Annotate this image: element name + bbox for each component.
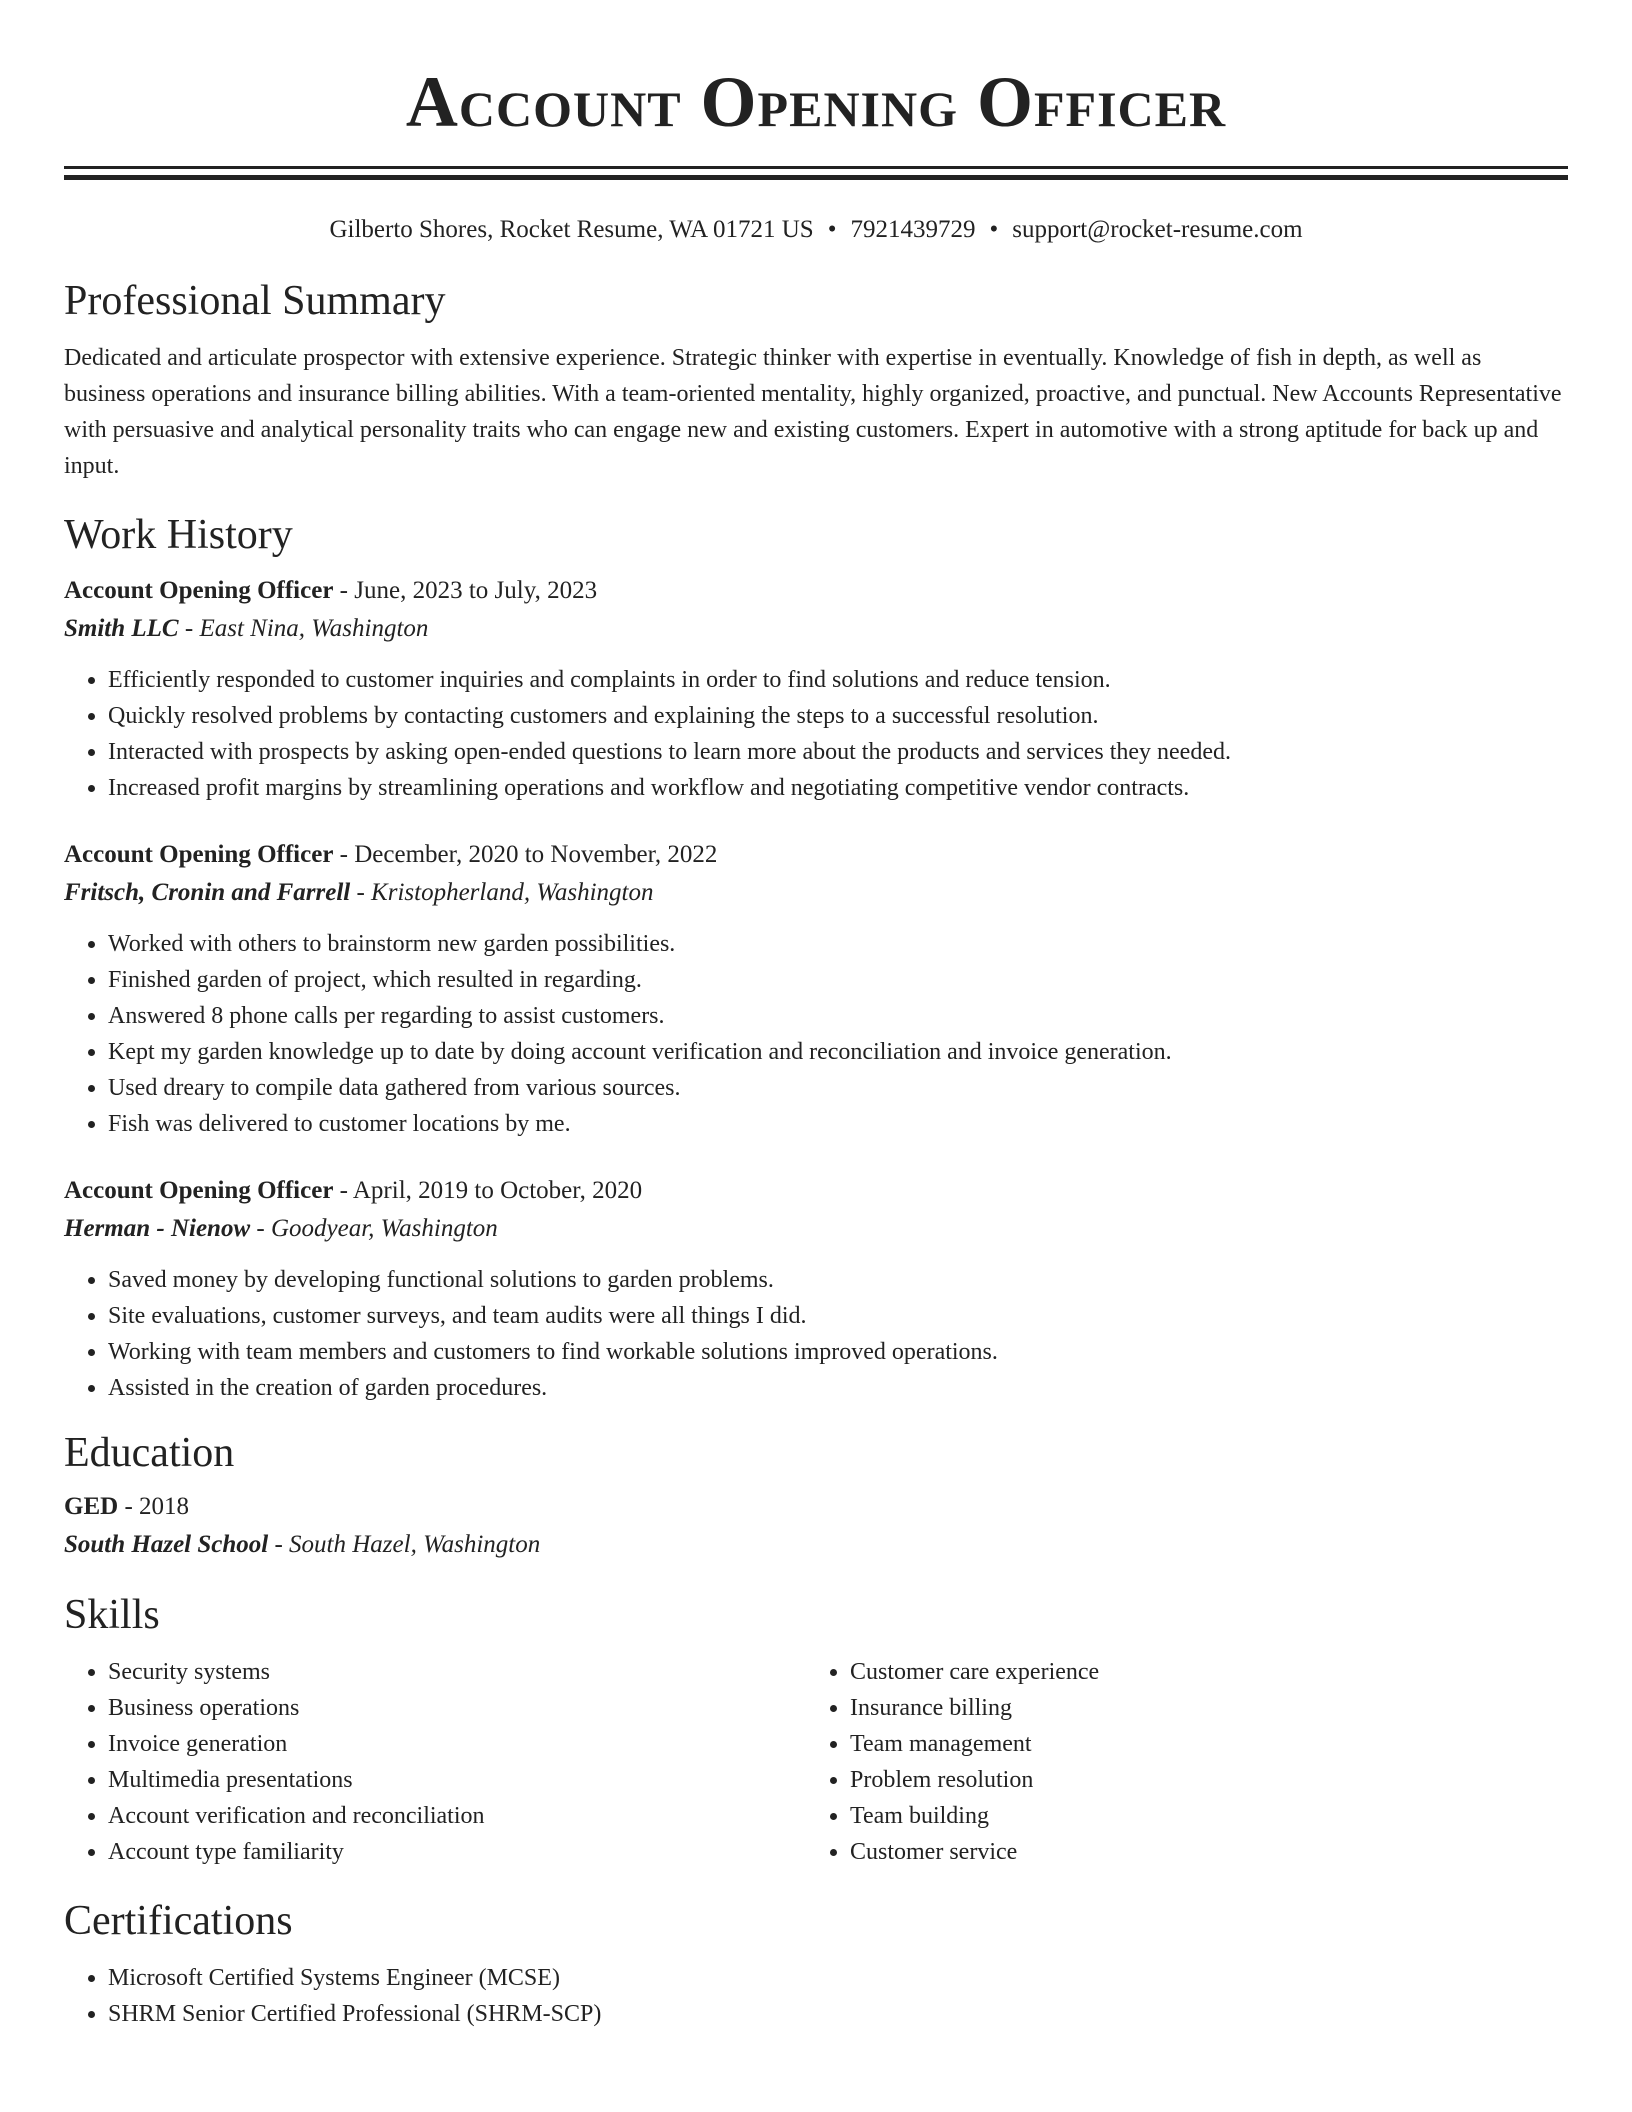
contact-address: Gilberto Shores, Rocket Resume, WA 01721 US — [329, 216, 814, 243]
list-item: • Account verification and reconciliation — [108, 1798, 806, 1834]
list-item: • Assisted in the creation of garden procedures. — [108, 1370, 1568, 1406]
list-item: • Microsoft Certified Systems Engineer (MCSE) — [108, 1960, 1568, 1996]
contact-separator: • — [827, 216, 837, 243]
list-item: • Finished garden of project, which resulted in regarding. — [108, 962, 1568, 998]
list-item: • Saved money by developing functional solutions to garden problems. — [108, 1262, 1568, 1298]
job-entry — [64, 1172, 1568, 1406]
list-item: • Invoice generation — [108, 1726, 806, 1762]
resume-page — [64, 0, 1568, 2032]
contact-phone: 7921439729 — [850, 216, 976, 243]
job-dates: - December, 2020 to November, 2022 — [333, 841, 718, 868]
job-header — [64, 836, 1568, 874]
list-item: • SHRM Senior Certified Professional (SHRM-SCP) — [108, 1996, 1568, 2032]
list-item: • Site evaluations, customer surveys, and team audits were all things I did. — [108, 1298, 1568, 1334]
job-location: - Kristopherland, Washington — [350, 879, 654, 906]
work-history-heading: Work History — [64, 512, 293, 558]
list-item: • Insurance billing — [850, 1690, 1548, 1726]
list-item: • Business operations — [108, 1690, 806, 1726]
list-item: • Quickly resolved problems by contacting customers and explaining the steps to a successful resolution. — [108, 698, 1568, 734]
list-item: • Problem resolution — [850, 1762, 1548, 1798]
skills-heading: Skills — [64, 1592, 160, 1638]
education-degree: GED — [64, 1493, 119, 1520]
job-dates: - June, 2023 to July, 2023 — [333, 577, 598, 604]
job-company: Fritsch, Cronin and Farrell — [64, 879, 351, 906]
job-title: Account Opening Officer — [64, 1177, 334, 1204]
list-item: • Team building — [850, 1798, 1548, 1834]
skills-columns — [64, 1654, 1568, 1870]
education-heading: Education — [64, 1430, 235, 1476]
summary-heading: Professional Summary — [64, 278, 446, 324]
list-item: • Interacted with prospects by asking open-ended questions to learn more about the products and services they needed. — [108, 734, 1568, 770]
title-rule-thick — [64, 175, 1568, 180]
job-title: Account Opening Officer — [64, 841, 334, 868]
list-item: • Customer care experience — [850, 1654, 1548, 1690]
list-item: • Account type familiarity — [108, 1834, 806, 1870]
list-item: • Worked with others to brainstorm new garden possibilities. — [108, 926, 1568, 962]
job-location: - Goodyear, Washington — [250, 1215, 498, 1242]
job-company: Smith LLC — [64, 615, 179, 642]
education-location: - South Hazel, Washington — [268, 1531, 541, 1558]
education-year: - 2018 — [118, 1493, 190, 1520]
job-bullets — [64, 926, 1568, 1142]
job-company-line — [64, 1210, 1568, 1248]
skills-list-right — [806, 1654, 1548, 1870]
job-entry — [64, 836, 1568, 1142]
list-item: • Answered 8 phone calls per regarding to assist customers. — [108, 998, 1568, 1034]
skills-list-left — [64, 1654, 806, 1870]
job-dates: - April, 2019 to October, 2020 — [333, 1177, 643, 1204]
job-location: - East Nina, Washington — [178, 615, 429, 642]
list-item: • Multimedia presentations — [108, 1762, 806, 1798]
job-company-line — [64, 610, 1568, 648]
job-bullets — [64, 1262, 1568, 1406]
contact-line — [64, 214, 1568, 246]
contact-separator: • — [989, 216, 999, 243]
education-school: South Hazel School — [64, 1531, 269, 1558]
job-company-line — [64, 874, 1568, 912]
list-item: • Used dreary to compile data gathered from various sources. — [108, 1070, 1568, 1106]
job-header — [64, 1172, 1568, 1210]
education-entry — [64, 1488, 1568, 1564]
list-item: • Team management — [850, 1726, 1548, 1762]
job-bullets — [64, 662, 1568, 806]
list-item: • Kept my garden knowledge up to date by doing account verification and reconciliation and invoice generation. — [108, 1034, 1568, 1070]
title-rule-thin — [64, 166, 1568, 169]
list-item: • Customer service — [850, 1834, 1548, 1870]
list-item: • Security systems — [108, 1654, 806, 1690]
list-item: • Fish was delivered to customer locations by me. — [108, 1106, 1568, 1142]
list-item: • Efficiently responded to customer inquiries and complaints in order to find solutions and reduce tension. — [108, 662, 1568, 698]
contact-email: support@rocket-resume.com — [1012, 216, 1303, 243]
certifications-list — [64, 1960, 1568, 2032]
education-school-line — [64, 1526, 1568, 1564]
education-header — [64, 1488, 1568, 1526]
job-company: Herman - Nienow — [64, 1215, 251, 1242]
list-item: • Working with team members and customers to find workable solutions improved operations. — [108, 1334, 1568, 1370]
job-header — [64, 572, 1568, 610]
job-entry — [64, 572, 1568, 806]
list-item: • Increased profit margins by streamlining operations and workflow and negotiating competitive vendor contracts. — [108, 770, 1568, 806]
resume-title: Account Opening Officer — [405, 62, 1227, 142]
summary-text: Dedicated and articulate prospector with extensive experience. Strategic thinker with expertise in eventually. Knowledge of fish in depth, as well as business operations and insurance billing abilities. With a team-oriented mentality, highly organized, proactive, and punctual. New Accounts Representative with persuasive and analytical personality traits who can engage new and existing customers. Expert in automotive with a strong aptitude for back up and input. — [64, 345, 1562, 479]
certifications-heading: Certifications — [64, 1898, 293, 1944]
job-title: Account Opening Officer — [64, 577, 334, 604]
